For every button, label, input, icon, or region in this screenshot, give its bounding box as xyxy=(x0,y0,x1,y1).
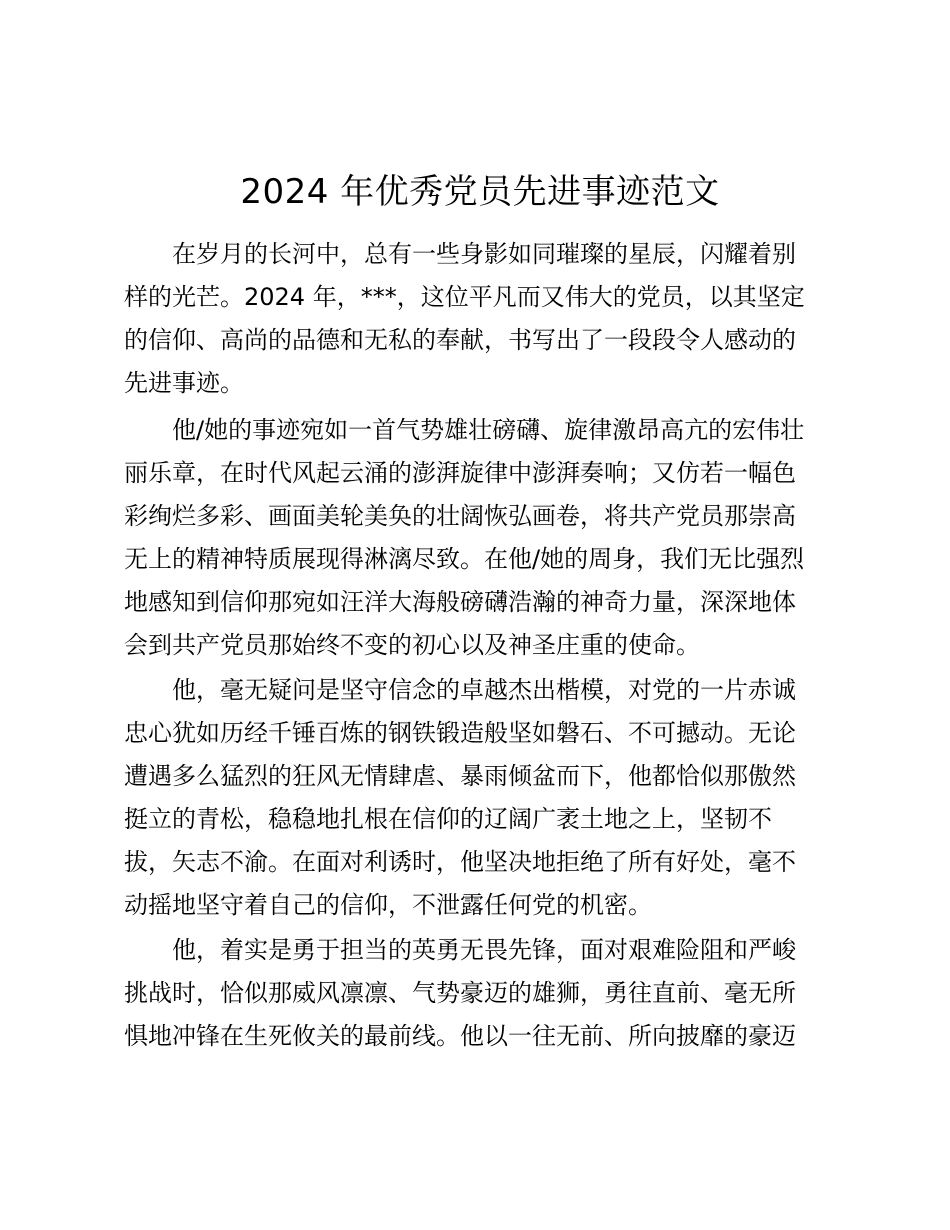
paragraph-1-line-3: 的信仰、高尚的品德和无私的奉献，书写出了一段段令人感动的 xyxy=(124,326,796,354)
paragraph-4-line-1: 他，着实是勇于担当的英勇无畏先锋，面对艰难险阻和严峻 xyxy=(172,936,796,964)
paragraph-1-line-1: 在岁月的长河中，总有一些身影如同璀璨的星辰，闪耀着别 xyxy=(172,240,796,268)
paragraph-3-line-4: 挺立的青松，稳稳地扎根在信仰的辽阔广袤土地之上，坚韧不 xyxy=(124,805,772,833)
paragraph-3-line-5: 拔，矢志不渝。在面对利诱时，他坚决地拒绝了所有好处，毫不 xyxy=(124,848,796,876)
paragraph-2-line-6: 会到共产党员那始终不变的初心以及神圣庄重的使命。 xyxy=(124,631,700,659)
paragraph-3-line-6: 动摇地坚守着自己的信仰，不泄露任何党的机密。 xyxy=(124,891,652,919)
paragraph-4-line-3: 惧地冲锋在生死攸关的最前线。他以一往无前、所向披靡的豪迈 xyxy=(124,1022,796,1050)
paragraph-1-line-4: 先进事迹。 xyxy=(124,369,244,397)
paragraph-2-line-3: 彩绚烂多彩、画面美轮美奂的壮阔恢弘画卷，将共产党员那崇高 xyxy=(124,502,796,530)
paragraph-2-line-4: 无上的精神特质展现得淋漓尽致。在他/她的周身，我们无比强烈 xyxy=(124,545,805,573)
paragraph-3-line-1: 他，毫无疑问是坚守信念的卓越杰出楷模，对党的一片赤诚 xyxy=(172,676,796,704)
paragraph-1-line-2: 样的光芒。2024 年，***，这位平凡而又伟大的党员，以其坚定 xyxy=(124,283,805,311)
paragraph-2-line-1: 他/她的事迹宛如一首气势雄壮磅礴、旋律激昂高亢的宏伟壮 xyxy=(172,416,805,444)
paragraph-4-line-2: 挑战时，恰似那威风凛凛、气势豪迈的雄狮，勇往直前、毫无所 xyxy=(124,979,796,1007)
paragraph-3-line-3: 遭遇多么猛烈的狂风无情肆虐、暴雨倾盆而下，他都恰似那傲然 xyxy=(124,762,796,790)
paragraph-2-line-5: 地感知到信仰那宛如汪洋大海般磅礴浩瀚的神奇力量，深深地体 xyxy=(124,588,796,616)
paragraph-3-line-2: 忠心犹如历经千锤百炼的钢铁锻造般坚如磐石、不可撼动。无论 xyxy=(124,719,796,747)
document-title: 2024 年优秀党员先进事迹范文 xyxy=(240,172,720,212)
paragraph-2-line-2: 丽乐章，在时代风起云涌的澎湃旋律中澎湃奏响；又仿若一幅色 xyxy=(124,459,796,487)
